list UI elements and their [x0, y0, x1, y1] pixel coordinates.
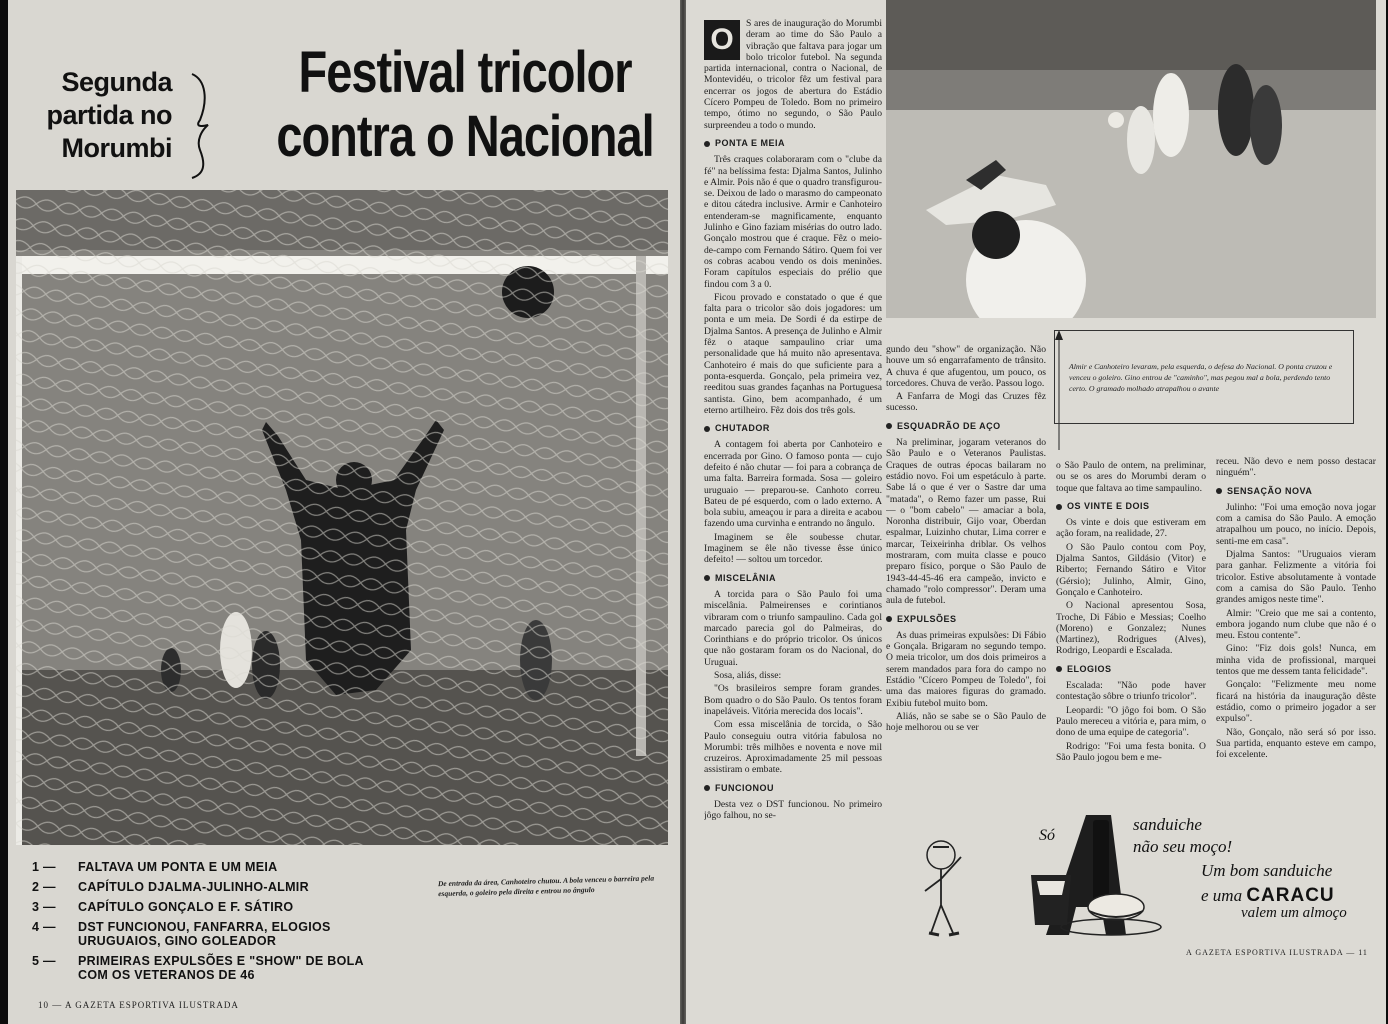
paragraph: A torcida para o São Paulo foi uma miscelânia. Palmeirenses e corintianos vibraram com o triunfo sampaulino. Cada gol marcado parecia gol do Palmeiras, do Corinthians e do próprio tricolor. Os únicos que não gostaram foram os do Nacional, do Uruguai.	[704, 588, 882, 668]
summary-number: 4 —	[32, 920, 56, 934]
paragraph: Não, Gonçalo, não será só por isso. Sua partida, enquanto esteve em campo, foi excelente.	[1216, 726, 1376, 761]
paragraph: Na preliminar, jogaram veteranos do São Paulo e o Veteranos Paulistas. Craques de outras épocas bailaram no estádio novo. Foi um espetáculo à parte. Sabe lá o que é ver o Sastre dar uma "matada", o Remo fazer um passe, Rui — o "bom cabelo" — amaciar a bola, Noronha distribuir, Gijo voar, Oberdan espalmar, Luizinho chutar, Lima correr e marcar, Teixeirinha driblar. Os velhos mostraram, com muita classe e pouco preparo físico, porque o São Paulo de 1943-44-45-46 era campeão, invicto e chamado "rolo compressor". Deram uma aula de futebol.	[886, 437, 1046, 607]
summary-text: PRIMEIRAS EXPULSÕES E "SHOW" DE BOLA COM OS VETERANOS DE 46	[78, 954, 364, 982]
paragraph: Leopardi: "O jôgo foi bom. O São Paulo mereceu a vitória e, para mim, o dono de uma equipe de categoria".	[1056, 704, 1206, 739]
paragraph: Almir: "Creio que me sai a contento, embora jogando num clube que não é o meu. Estou contente".	[1216, 607, 1376, 642]
paragraph: A contagem foi aberta por Canhoteiro e encerrada por Gino. O famoso ponta — cujo defeito é não chutar — foi para a cobrança de uma falta. Barreira formada. Sosa — goleiro uruguaio — preparou-se. Canhoto correu. Bateu de pé esquerdo, com o lado externo. A bola subiu, ameaçou ir para a direita e acabou fazendo uma curvinha e entrando no ângulo.	[704, 439, 882, 530]
paragraph: Com essa miscelânia de torcida, o São Paulo conseguiu outra vitória fabulosa no Morumbi: três milhões e noventa e nove mil cruzeiros. Aproximadamente 25 mil pessoas assistiram o embate.	[704, 719, 882, 776]
bullet-icon	[704, 575, 710, 581]
paragraph: A Fanfarra de Mogi das Cruzes fêz sucesso.	[886, 391, 1046, 414]
paragraph: "Os brasileiros sempre foram grandes. Bom quadro o do São Paulo. Os tentos foram inapeláveis. Vitória merecida dos locais".	[704, 683, 882, 717]
subheading	[1056, 664, 1206, 675]
summary-item	[32, 900, 372, 914]
page-folio: 10 — A GAZETA ESPORTIVA ILUSTRADA	[38, 1000, 239, 1010]
paragraph: o São Paulo de ontem, na preliminar, ou se os ares do Morumbi deram o toque que faltava ao time sampaulino.	[1056, 460, 1206, 494]
subheading	[704, 783, 882, 794]
article-column-4	[1216, 456, 1376, 786]
summary-item	[32, 954, 372, 982]
article-column-2	[886, 344, 1046, 804]
subheading-text: ELOGIOS	[1067, 663, 1112, 674]
paragraph: Os vinte e dois que estiveram em ação foram, na realidade, 27.	[1056, 517, 1206, 540]
summary-number: 1 —	[32, 860, 56, 874]
paragraph: Imaginem se êle soubesse chutar. Imaginem se êle não tivesse êsse único defeito! — soltou um torcedor.	[704, 531, 882, 566]
paragraph: Gino: "Fiz dois gols! Nunca, em minha vida de profissional, marquei tentos que me dessem tanta felicidade".	[1216, 643, 1376, 678]
paragraph: Escalada: "Não pode haver contestação sôbre o triunfo tricolor".	[1056, 680, 1206, 703]
paragraph: O Nacional apresentou Sosa, Troche, Di Fábio e Messias; Coelho (Moreno) e Gonzalez; Nunes (Martinez), Rodrigues (Alves), Rodrigo, Leopardi e Escalada.	[1056, 600, 1206, 657]
paragraph: Rodrigo: "Foi uma festa bonita. O São Paulo jogou bem e me-	[1056, 740, 1206, 763]
paragraph: Desta vez o DST funcionou. No primeiro jôgo falhou, no se-	[704, 799, 882, 822]
article-column-3	[1056, 460, 1206, 810]
subheading	[1056, 501, 1206, 512]
summary-text: CAPÍTULO DJALMA-JULINHO-ALMIR	[78, 880, 309, 894]
match-photo-art	[886, 0, 1376, 318]
subheading	[886, 614, 1046, 625]
paragraph: O São Paulo contou com Poy, Djalma Santos, Gildásio (Vitor) e Riberto; Fernando Sátiro e Vitor (Gérsio); Julinho, Almir, Gino, Gonçalo e Canhoteiro.	[1056, 541, 1206, 598]
kicker	[22, 66, 172, 165]
subheading-text: EXPULSÕES	[897, 613, 957, 624]
bullet-icon	[886, 423, 892, 429]
kicker-line: Morumbi	[61, 133, 172, 163]
page-folio: A GAZETA ESPORTIVA ILUSTRADA — 11	[1186, 948, 1368, 957]
subheading-text: PONTA E MEIA	[715, 137, 786, 148]
ad-line: Um bom sanduiche	[1201, 861, 1333, 880]
subheading	[1216, 486, 1376, 497]
goal-photo	[16, 190, 668, 845]
bullet-icon	[1056, 666, 1062, 672]
ad-line: sanduiche	[1133, 815, 1202, 834]
kicker-line: Segunda	[61, 67, 172, 97]
summary-number: 5 —	[32, 954, 56, 968]
paragraph: Gonçalo: "Felizmente meu nome ficará na história da inauguração dêste estádio, como o primeiro jogador a ser expulso".	[1216, 679, 1376, 725]
article-column-1	[704, 18, 882, 1018]
paragraph: Sosa, aliás, disse:	[714, 670, 782, 682]
summary-number: 2 —	[32, 880, 56, 894]
bullet-icon	[1216, 488, 1222, 494]
summary-text: FALTAVA UM PONTA E UM MEIA	[78, 860, 278, 874]
drop-cap: O	[704, 20, 740, 60]
ad-word-so: Só	[1039, 827, 1055, 844]
ad-line: valem um almoço	[1241, 905, 1347, 921]
paragraph: gundo deu "show" de organização. Não houve um só engarrafamento de trânsito. A chuva é que afugentou, um pouco, os torcedores. Chuva de verão. Passou logo.	[886, 344, 1046, 389]
summary-item	[32, 920, 372, 948]
headline-line: contra o Nacional	[276, 102, 654, 169]
caracu-advertisement	[911, 795, 1381, 945]
subheading	[704, 138, 882, 149]
summary-item	[32, 860, 372, 874]
headline	[260, 40, 670, 168]
subheading-text: CHUTADOR	[715, 423, 770, 434]
match-photo	[886, 0, 1376, 318]
ad-brand: CARACU	[1246, 885, 1335, 906]
ad-line-prefix: e uma	[1201, 886, 1247, 905]
kicker-line: partida no	[46, 100, 172, 130]
summary-text: DST FUNCIONOU, FANFARRA, ELOGIOS URUGUAIOS, GINO GOLEADOR	[78, 920, 331, 948]
headline-line: Festival tricolor	[298, 38, 632, 105]
goal-photo-caption: De entrada da área, Canhoteiro chutou. A bola venceu o barreira pela esquerda, o goleiro pela direita e entrou no ângulo	[437, 873, 655, 899]
bullet-icon	[886, 616, 892, 622]
paragraph: Ficou provado e constatado o que é que falta para o tricolor são dois jogadores: um ponta e um meia. De Sordi é da estirpe de Djalma Santos. A presença de Julinho e Almir fêz o ataque sampaulino criar uma personalidade que há muito não apresentava. Canhoteiro é mais do que suficiente para a ponta-esquerda. Gonçalo, pela primeira vez, reeditou suas grandes façanhas na Portuguesa santista. Gino, bem acompanhado, é um eterno artilheiro. Fêz dois dos três gols.	[704, 291, 882, 416]
subheading	[886, 421, 1046, 432]
ad-line: não seu moço!	[1133, 837, 1233, 856]
bullet-icon	[704, 141, 710, 147]
left-page	[8, 0, 680, 1024]
subheading-text: MISCELÂNIA	[715, 572, 776, 583]
bullet-icon	[704, 785, 710, 791]
match-photo-caption: Almir e Canhoteiro levaram, pela esquerda, o defesa do Nacional. O ponta cruzou e venceu o goleiro. Gino entrou de "caminho", mas pegou mal a bola, perdendo tento certo. O gramado molhado atrapalhou o avante	[1054, 330, 1354, 424]
summary-number: 3 —	[32, 900, 56, 914]
ad-line	[1201, 885, 1335, 907]
paragraph: Três craques colaboraram com o "clube da fé" na belíssima festa: Djalma Santos, Julinho e Almir. Pois não é que o quadro transfigurou-se. Deixou de lado o marasmo do campeonato e ditou cátedra inclusive. Armir e Canhoteiro entenderam-se magnificamente, enquanto Julinho e Gino faziam misérias do outro lado. Gonçalo mostrou que é craque. Fêz o meio-de-campo com Fernando Sátiro. Quem foi ver os cobras acabou vendo os dois meninões. Foram capítulos especiais do prélio que findou com 3 a 0.	[704, 154, 882, 290]
goal-photo-art	[16, 190, 668, 845]
subheading-text: ESQUADRÃO DE AÇO	[897, 420, 1001, 431]
paragraph: receu. Não devo e nem posso destacar ninguém".	[1216, 456, 1376, 479]
brace-ornament	[186, 70, 218, 180]
summary-text: CAPÍTULO GONÇALO E F. SÁTIRO	[78, 900, 294, 914]
summary-list	[32, 860, 372, 988]
subheading-text: OS VINTE E DOIS	[1067, 500, 1150, 511]
bullet-icon	[704, 426, 710, 432]
paragraph: Aliás, não se sabe se o São Paulo de hoje melhorou ou se ver	[886, 710, 1046, 734]
intro-paragraph: S ares de inauguração do Morumbi deram ao time do São Paulo a vibração que faltava para jogar um bolo tricolor futebol. Na segunda partida internacional, contra o Nacional, de Montevidéu, o tricolor fêz um festival para encerrar os jogos de abertura do Estádio Cícero Pompeu de Toledo. Bom no primeiro tempo, ótimo no segundo, o São Paulo surpreendeu a todo o mundo.	[704, 18, 882, 131]
subheading	[704, 573, 882, 584]
right-page	[686, 0, 1386, 1024]
paragraph: Julinho: "Foi uma emoção nova jogar com a camisa do São Paulo. A emoção atrapalhou um pouco, no início. Depois, senti-me em casa".	[1216, 501, 1376, 547]
paragraph: As duas primeiras expulsões: Di Fábio e Gonçala. Brigaram no segundo tempo. O meia tricolor, um dos dois primeiros a serem mandados para fora do campo no Estádio "Cícero Pompeu de Toledo", foi uma das maiores figuras do gramado. Exibiu futebol muito bom.	[886, 629, 1046, 709]
subheading	[704, 423, 882, 434]
summary-item	[32, 880, 372, 894]
bullet-icon	[1056, 504, 1062, 510]
subheading-text: SENSAÇÃO NOVA	[1227, 485, 1313, 496]
subheading-text: FUNCIONOU	[715, 782, 774, 793]
paragraph: Djalma Santos: "Uruguaios vieram para ganhar. Felizmente a vitória foi tricolor. Estive absolutamente à vontade com a camisa do São Paulo. Tenho grandes amigos neste time".	[1216, 549, 1376, 606]
